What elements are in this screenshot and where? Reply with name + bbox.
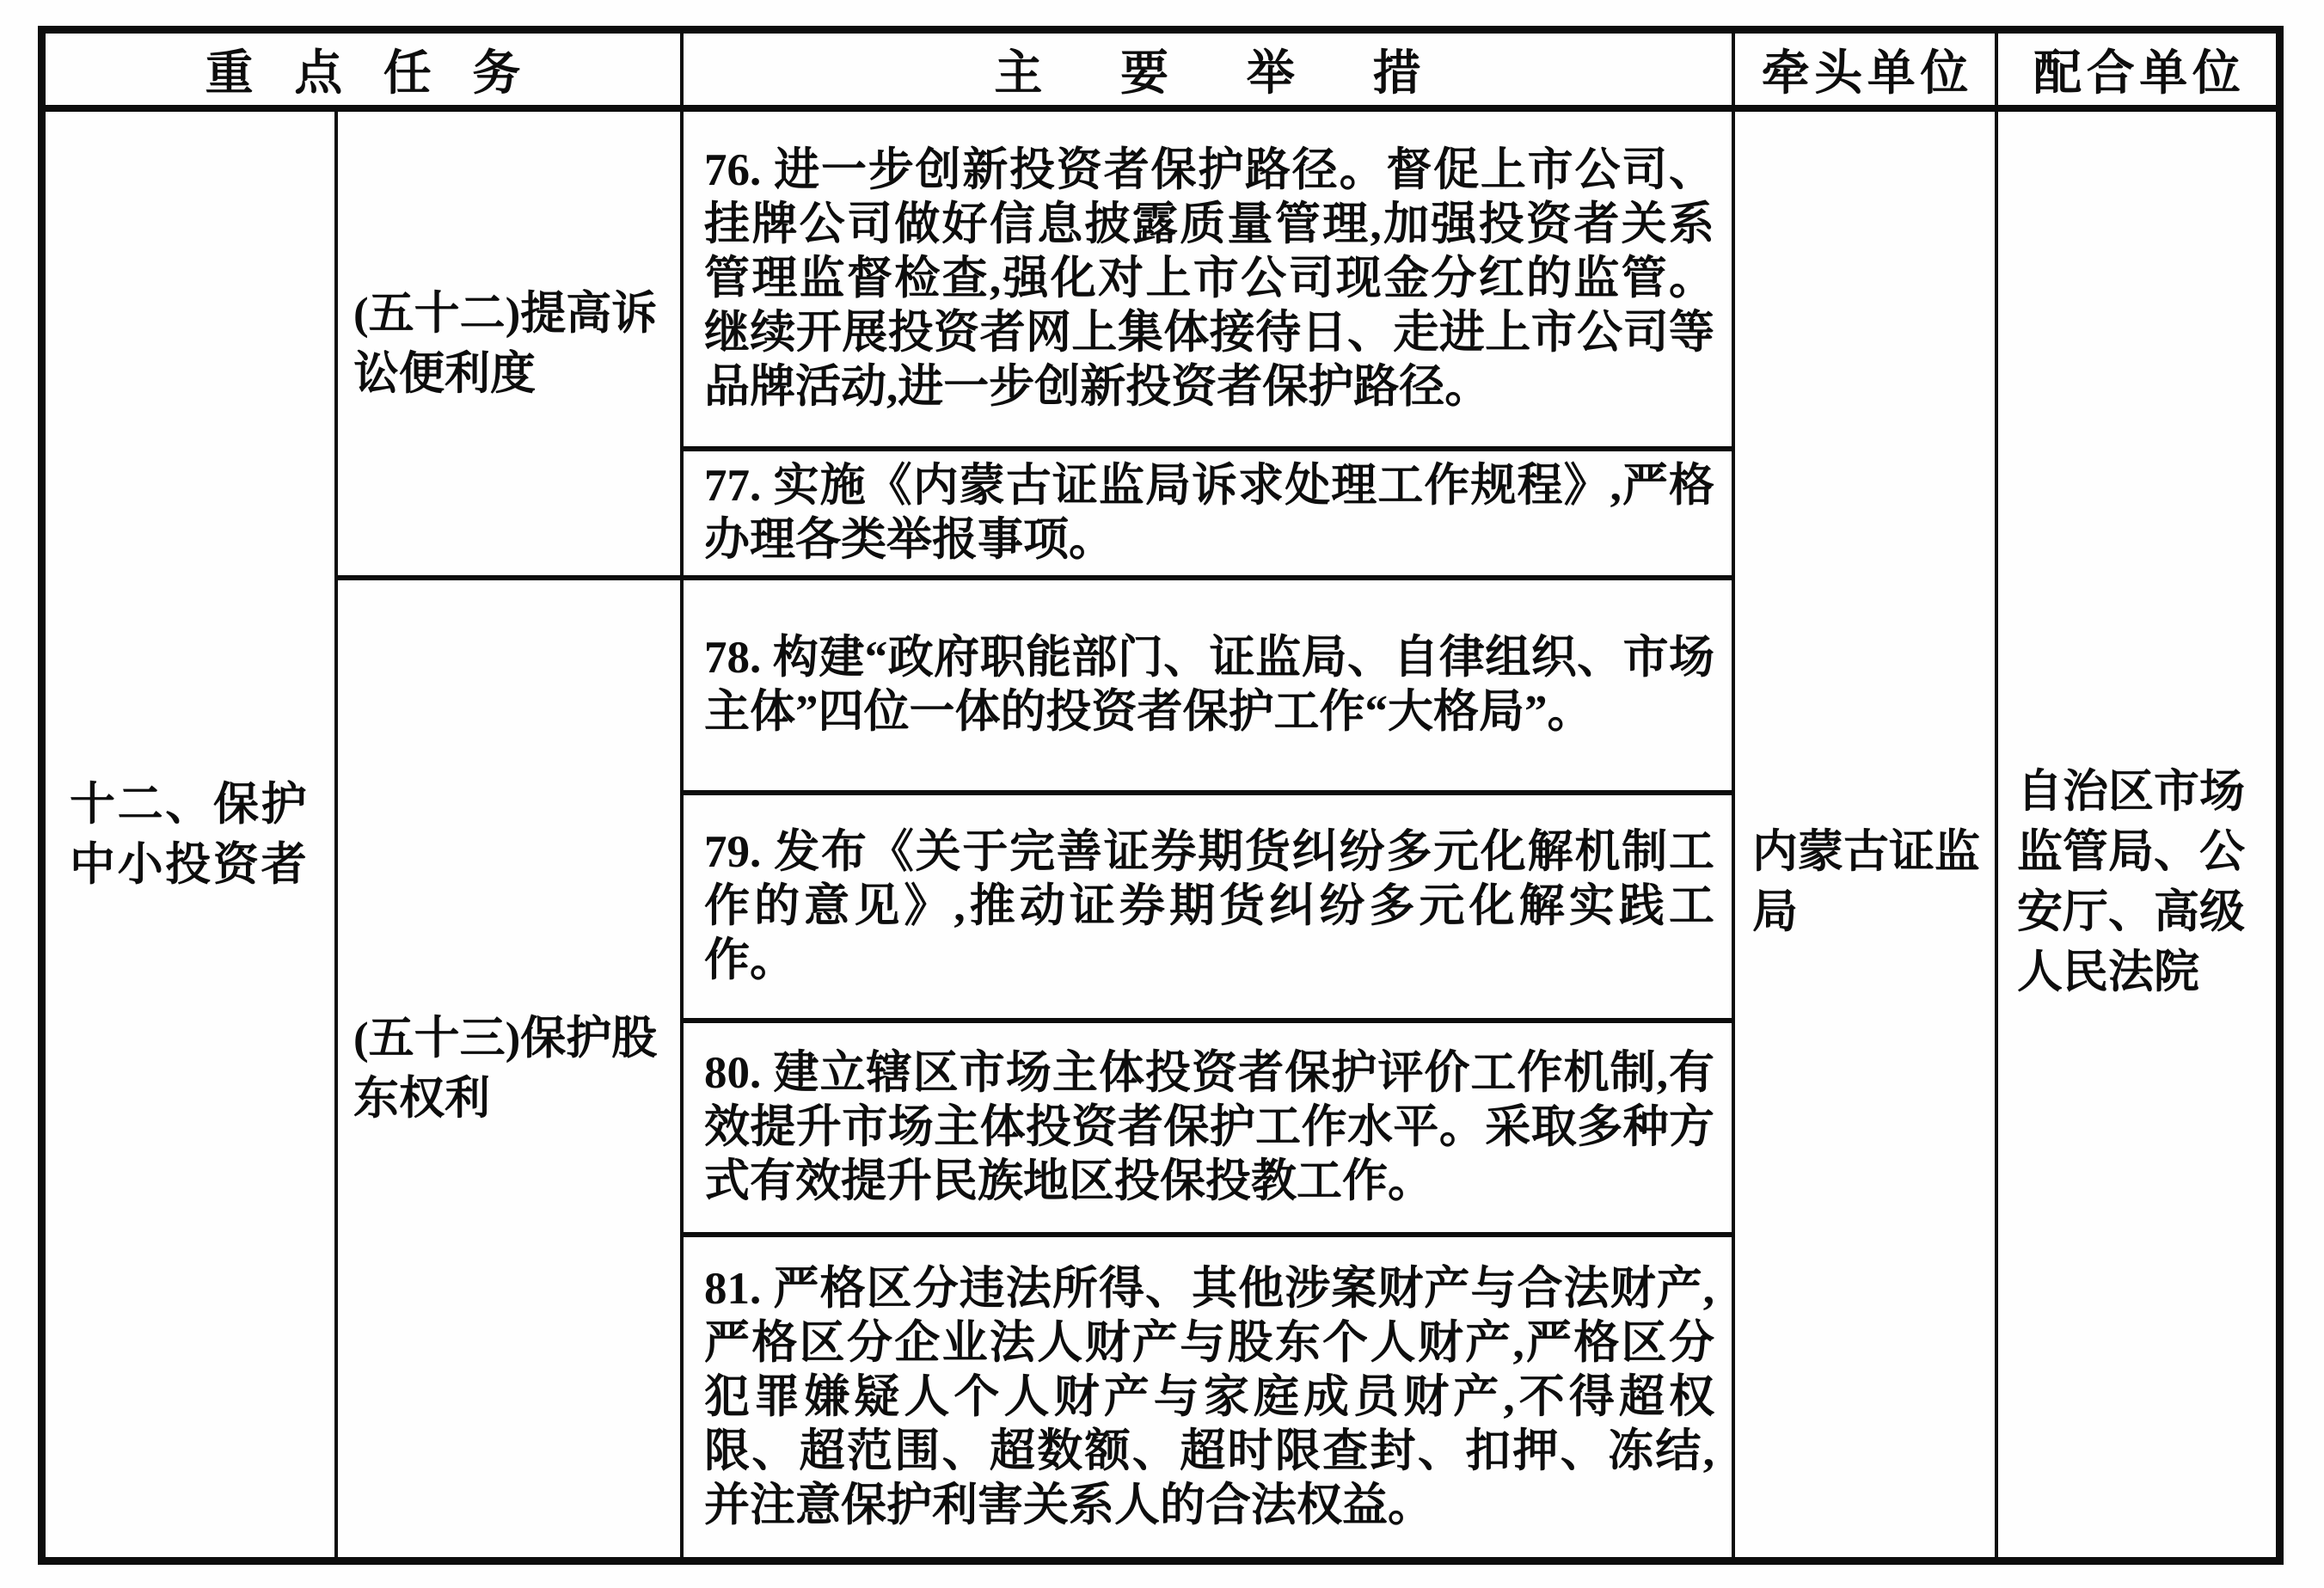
support-unit-cell [1998,112,2276,1557]
header-main-measures-label: 主要举措 [994,45,1499,101]
subtask-53-label: (五十三)保护股东权利 [353,1014,658,1124]
header-support-unit [1998,34,2276,112]
measure-text-77: 77. 实施《内蒙古证监局诉求处理工作规程》,严格办理各类举报事项。 [704,461,1714,565]
task-group-cell [46,112,338,1557]
measure-row-81 [684,1237,1735,1557]
header-support-unit-label: 配合单位 [2033,45,2246,101]
subtask-52-label: (五十二)提高诉讼便利度 [353,288,658,399]
lead-unit-text: 内蒙古证监局 [1752,826,1980,937]
subtask-53-cell [338,580,684,1557]
measure-row-78 [684,580,1735,795]
subtask-52-cell [338,112,684,580]
lead-unit-cell [1735,112,1998,1557]
measure-row-77 [684,451,1735,580]
measure-text-78: 78. 构建“政府职能部门、证监局、自律组织、市场主体”四位一体的投资者保护工作“大格局”。 [704,633,1714,737]
header-lead-unit [1735,34,1998,112]
measure-row-79 [684,795,1735,1023]
task-group-label: 十二、保护中小投资者 [70,779,310,890]
work-plan-table [38,26,2284,1565]
measure-text-81: 81. 严格区分违法所得、其他涉案财产与合法财产,严格区分企业法人财产与股东个人财产,严格区分犯罪嫌疑人个人财产与家庭成员财产,不得超权限、超范围、超数额、超时限查封、扣押、冻结,并注意保护利害关系人的合法权益。 [704,1263,1714,1530]
header-main-measures [684,34,1735,112]
header-key-tasks-label: 重点任务 [205,45,561,101]
measure-row-76 [684,112,1735,451]
support-unit-text: 自治区市场监管局、公安厅、高级人民法院 [2017,766,2245,997]
measure-text-79: 79. 发布《关于完善证券期货纠纷多元化解机制工作的意见》,推动证券期货纠纷多元化解实践工作。 [704,827,1714,985]
measure-text-80: 80. 建立辖区市场主体投资者保护评价工作机制,有效提升市场主体投资者保护工作水平。采取多种方式有效提升民族地区投保投教工作。 [704,1048,1714,1206]
header-lead-unit-label: 牵头单位 [1761,45,1973,101]
measure-row-80 [684,1023,1735,1237]
header-key-tasks [46,34,684,112]
measure-text-76: 76. 进一步创新投资者保护路径。督促上市公司、挂牌公司做好信息披露质量管理,加强投资者关系管理监督检查,强化对上市公司现金分红的监管。继续开展投资者网上集体接待日、走进上市公司等品牌活动,进一步创新投资者保护路径。 [704,145,1714,412]
